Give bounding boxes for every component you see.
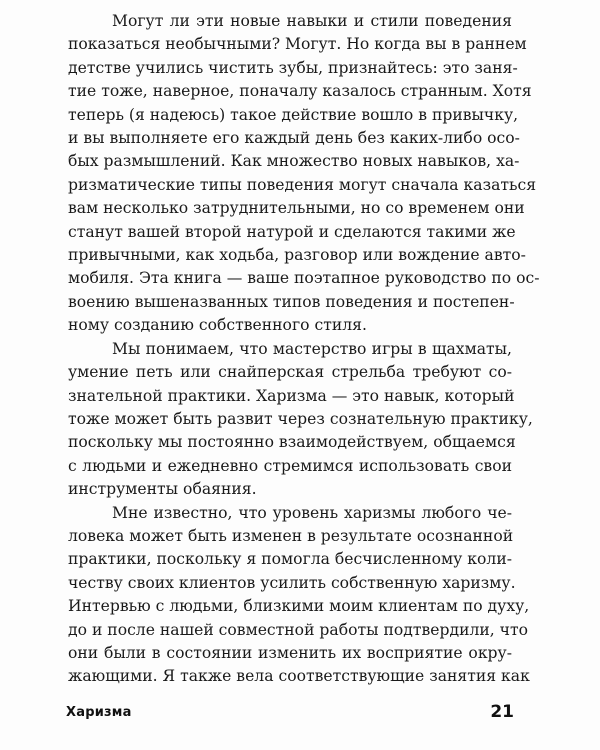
text-line: мобиля. Эта книга — ваше поэтапное руководство по ос- — [68, 269, 540, 288]
text-line: тоже может быть развит через сознательную практику, — [68, 409, 533, 428]
text-line: Мне известно, что уровень харизмы любого че- — [112, 503, 512, 522]
text-line: жающими. Я также вела соответствующие занятия как — [68, 667, 530, 686]
text-line: бых размышлений. Как множество новых навыков, ха- — [68, 152, 520, 171]
text-line: ному созданию собственного стиля. — [68, 316, 367, 335]
paragraph — [68, 338, 533, 502]
text-line: инструменты обаяния. — [68, 480, 257, 499]
text-line: поскольку мы постоянно взаимодействуем, общаемся — [68, 433, 516, 452]
text-line: вам несколько затруднительными, но со временем они — [68, 199, 525, 218]
running-title: Харизма — [66, 704, 132, 720]
text-line: показаться необычными? Могут. Но когда вы в раннем — [68, 35, 527, 54]
text-line: Интервью с людьми, близкими моим клиентам по духу, — [68, 597, 530, 616]
text-line: честву своих клиентов усилить собственную харизму. — [68, 573, 516, 592]
text-line: Могут ли эти новые навыки и стили поведения — [112, 12, 512, 30]
body-text — [68, 10, 540, 689]
text-line: ризматические типы поведения могут сначала казаться — [68, 175, 537, 194]
text-line: умение петь или снайперская стрельба требуют со- — [68, 363, 512, 382]
text-line: до и после нашей совместной работы подтвердили, что — [68, 620, 529, 639]
page-number: 21 — [490, 702, 514, 722]
text-line: воению вышеназванных типов поведения и постепен- — [68, 292, 515, 311]
paragraph — [68, 502, 530, 689]
text-line: знательной практики. Харизма — это навык, который — [68, 386, 515, 405]
text-line: тие тоже, наверное, поначалу казалось странным. Хотя — [68, 82, 532, 101]
paragraph — [68, 10, 540, 338]
text-line: детстве учились чистить зубы, признайтесь: это заня- — [68, 58, 518, 77]
text-line: Мы понимаем, что мастерство игры в щахматы, — [112, 339, 512, 358]
text-line: с людьми и ежедневно стремимся использовать свои — [68, 456, 512, 475]
text-line: и вы выполняете его каждый день без каких-либо осо- — [68, 129, 520, 148]
text-line: теперь (я надеюсь) такое действие вошло в привычку, — [68, 105, 519, 124]
page-footer — [66, 700, 514, 724]
text-line: привычными, как ходьба, разговор или вождение авто- — [68, 246, 526, 265]
text-line: ловека может быть изменен в результате осознанной — [68, 526, 514, 545]
text-line: станут вашей второй натурой и сделаются такими же — [68, 222, 516, 241]
text-line: они были в состоянии изменить их восприятие окру- — [68, 643, 512, 662]
text-line: практики, поскольку я помогла бесчисленному коли- — [68, 550, 512, 569]
